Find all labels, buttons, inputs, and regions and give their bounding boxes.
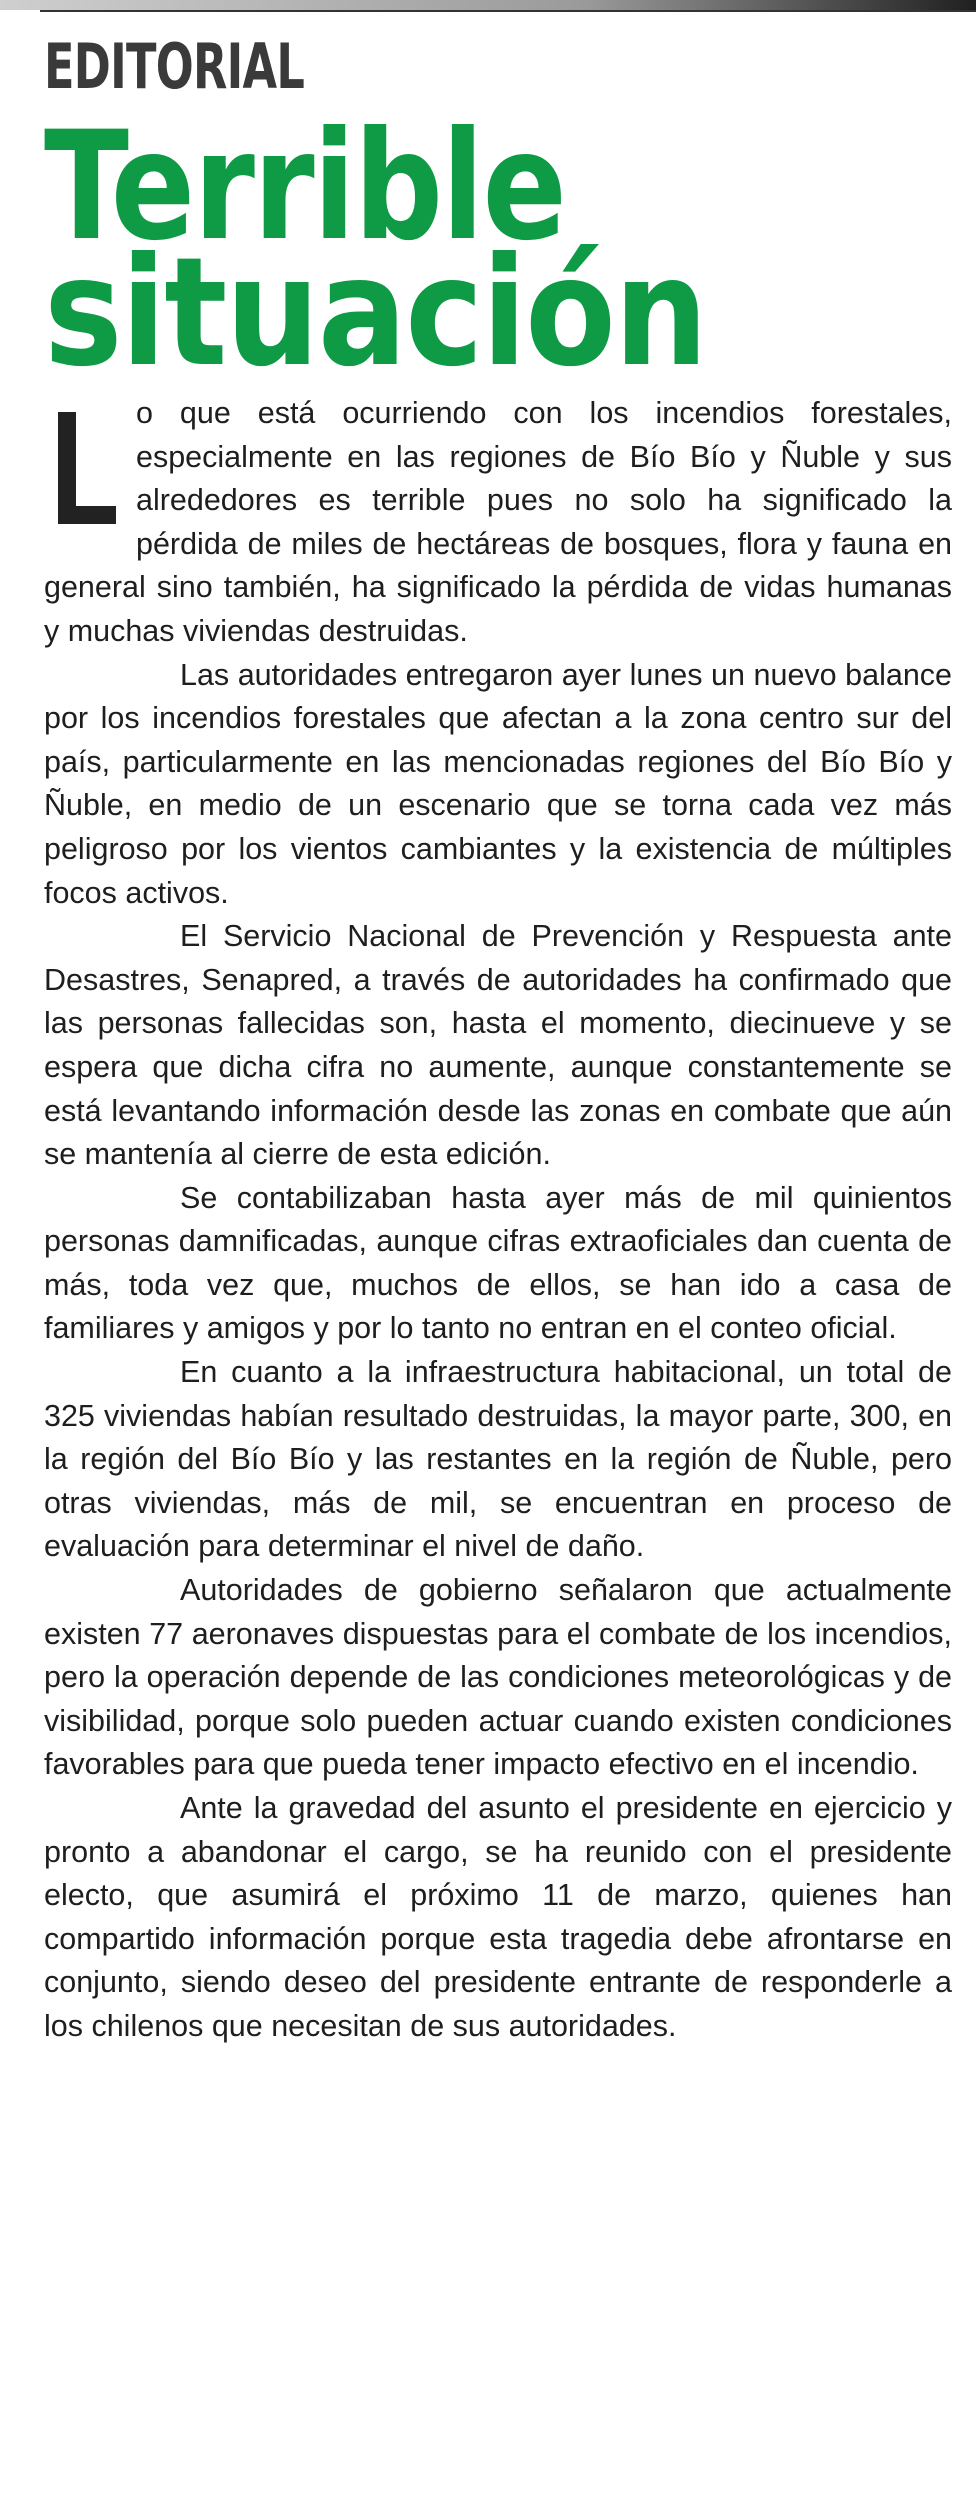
paragraph-2: Las autoridades entregaron ayer lunes un nuevo balance por los incendios forestales que afectan a la zona centro sur del país, particularmente en las mencionadas regiones del Bío Bío y Ñuble, en medio de un escenario que se torna cada vez más peligroso por los vientos cambiantes y la existencia de múltiples focos activos. (44, 657, 952, 910)
paragraph-6: Autoridades de gobierno señalaron que actualmente existen 77 aeronaves dispuestas para el combate de los incendios, pero la operación depende de las condiciones meteorológicas y de visibilidad, porque solo pueden actuar cuando existen condiciones favorables para que pueda tener impacto efectivo en el incendio. (44, 1573, 952, 1782)
paragraph-4: Se contabilizaban hasta ayer más de mil quinientos personas damnificadas, aunque cifras extraoficiales dan cuenta de más, toda vez que, muchos de ellos, se han ido a casa de familiares y amigos y por lo tanto no entran en el conteo oficial. (44, 1180, 952, 1346)
top-rule (40, 10, 976, 12)
drop-cap-letter (54, 412, 120, 524)
paragraph-3: El Servicio Nacional de Prevención y Respuesta ante Desastres, Senapred, a través de autoridades ha confirmado que las personas fallecidas son, hasta el momento, diecinueve y se espera que dicha cifra no aumente, aunque constantemente se está levantando información desde las zonas en combate que aún se mantenía al cierre de esta edición. (44, 919, 952, 1172)
paragraph-7: Ante la gravedad del asunto el presidente en ejercicio y pronto a abandonar el cargo, se ha reunido con el presidente electo, que asumirá el próximo 11 de marzo, quienes han compartido información porque esta tragedia debe afrontarse en conjunto, siendo deseo del presidente entrante de responderle a los chilenos que necesitan de sus autoridades. (44, 1791, 952, 2043)
paragraph-1: o que está ocurriendo con los incendios forestales, especialmente en las regiones de Bío Bío y Ñuble y sus alrededores es terrible pues no solo ha significado la pérdida de miles de hectáreas de bosques, flora y fauna en general sino también, ha significado la pérdida de vidas humanas y muchas viviendas destruidas. (44, 396, 952, 648)
paragraph-5: En cuanto a la infraestructura habitacional, un total de 325 viviendas habían resultado destruidas, la mayor parte, 300, en la región del Bío Bío y las restantes en la región de Ñuble, pero otras viviendas, más de mil, se encuentran en proceso de evaluación para determinar el nivel de daño. (44, 1355, 952, 1564)
section-label: EDITORIAL (44, 30, 305, 103)
headline-line-1: Terrible (44, 100, 566, 274)
headline-line-2: situación (44, 226, 707, 400)
top-border (0, 0, 976, 10)
article-body (44, 392, 952, 2049)
